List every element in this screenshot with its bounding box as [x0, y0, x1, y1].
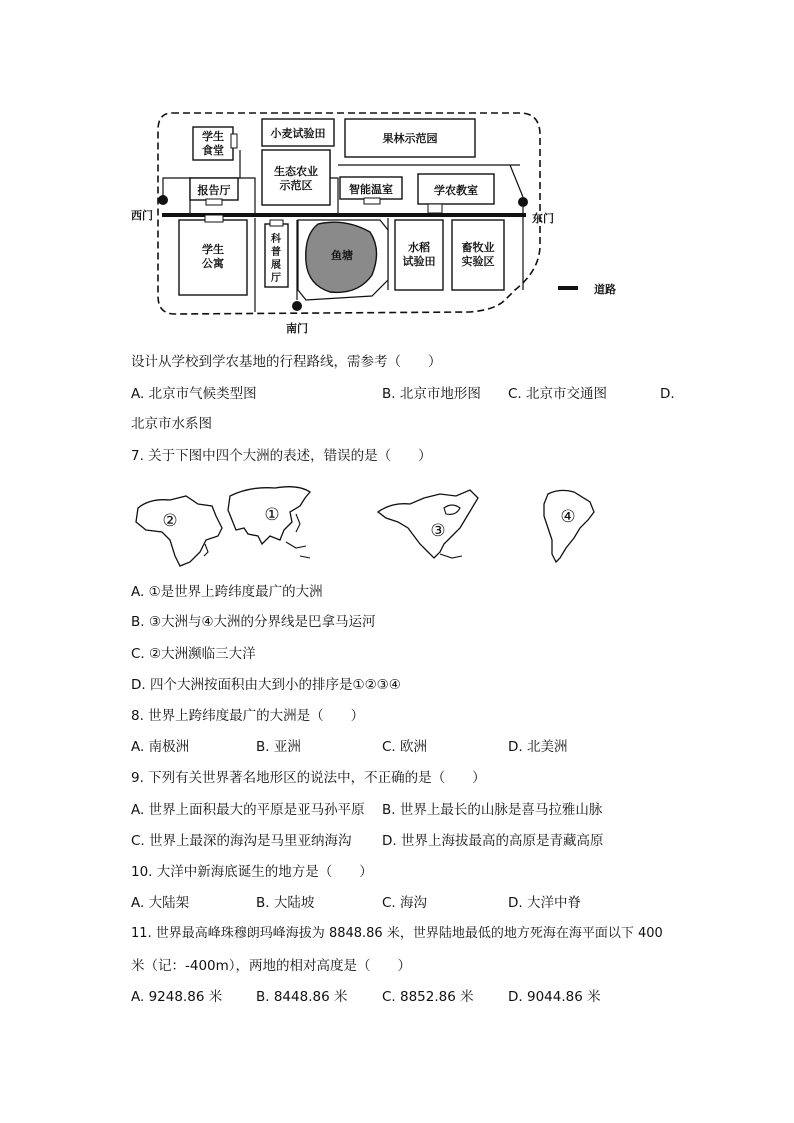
svg-text:科: 科 — [271, 234, 281, 245]
q6-option-d-cont: 北京市水系图 — [131, 416, 212, 432]
q11-option-a[interactable]: A. 9248.86 米 — [131, 989, 223, 1005]
continents-figure — [0, 478, 794, 578]
q9-option-d[interactable]: D. 世界上海拔最高的高原是青藏高原 — [382, 833, 604, 849]
svg-text:试验田: 试验田 — [402, 255, 436, 268]
svg-text:示范区: 示范区 — [279, 179, 313, 192]
q8-option-c[interactable]: C. 欧洲 — [382, 739, 428, 755]
legend-road-label: 道路 — [594, 283, 616, 296]
svg-text:智能温室: 智能温室 — [349, 183, 393, 196]
svg-text:学生: 学生 — [202, 243, 224, 256]
q11-option-c[interactable]: C. 8852.86 米 — [382, 989, 474, 1005]
q8-option-b[interactable]: B. 亚洲 — [256, 739, 301, 755]
svg-text:①: ① — [264, 505, 280, 525]
east-gate-marker — [518, 197, 528, 207]
q6-option-b[interactable]: B. 北京市地形图 — [382, 386, 481, 402]
svg-text:展: 展 — [271, 260, 281, 271]
q10-option-a[interactable]: A. 大陆架 — [131, 895, 190, 911]
svg-text:厅: 厅 — [271, 273, 281, 284]
svg-text:生态农业: 生态农业 — [274, 165, 318, 178]
svg-text:②: ② — [162, 511, 178, 531]
svg-text:实验区: 实验区 — [461, 255, 495, 268]
q10-option-d[interactable]: D. 大洋中脊 — [508, 895, 581, 911]
road-west — [163, 178, 190, 200]
svg-text:小麦试验田: 小麦试验田 — [270, 127, 326, 140]
svg-text:③: ③ — [430, 521, 446, 541]
q8-option-d[interactable]: D. 北美洲 — [508, 739, 568, 755]
svg-text:④: ④ — [560, 507, 576, 527]
q11-stem-line1: 11. 世界最高峰珠穆朗玛峰海拔为 8848.86 米，世界陆地最低的地方死海在海平面以下 400 — [131, 926, 663, 941]
q8-option-a[interactable]: A. 南极洲 — [131, 739, 190, 755]
svg-text:畜牧业: 畜牧业 — [461, 241, 495, 254]
q9-option-a[interactable]: A. 世界上面积最大的平原是亚马孙平原 — [131, 802, 365, 818]
east-gate-label: 东门 — [532, 212, 554, 225]
q11-stem-line2: 米（记：-400m），两地的相对高度是（ ） — [131, 958, 412, 974]
svg-text:水稻: 水稻 — [408, 241, 430, 254]
svg-text:学生: 学生 — [202, 130, 224, 143]
q7-option-d[interactable]: D. 四个大洲按面积由大到小的排序是①②③④ — [131, 677, 401, 693]
svg-text:公寓: 公寓 — [202, 257, 224, 270]
q10-stem: 10. 大洋中新海底诞生的地方是（ ） — [131, 864, 373, 880]
q10-option-c[interactable]: C. 海沟 — [382, 895, 428, 911]
continent-north-america — [378, 490, 478, 558]
q9-stem: 9. 下列有关世界著名地形区的说法中，不正确的是（ ） — [131, 770, 486, 786]
q7-stem: 7. 关于下图中四个大洲的表述，错误的是（ ） — [131, 448, 432, 464]
q7-option-b[interactable]: B. ③大洲与④大洲的分界线是巴拿马运河 — [131, 614, 376, 630]
svg-text:报告厅: 报告厅 — [197, 184, 231, 197]
q7-option-c[interactable]: C. ②大洲濒临三大洋 — [131, 646, 256, 662]
q6-option-c[interactable]: C. 北京市交通图 — [508, 386, 608, 402]
west-gate-label: 西门 — [131, 209, 153, 222]
q6-option-a[interactable]: A. 北京市气候类型图 — [131, 386, 257, 402]
svg-text:学农教室: 学农教室 — [434, 184, 478, 197]
svg-text:果林示范园: 果林示范园 — [382, 132, 438, 145]
q11-option-b[interactable]: B. 8448.86 米 — [256, 989, 348, 1005]
q7-option-a[interactable]: A. ①是世界上跨纬度最广的大洲 — [131, 584, 323, 600]
q6-stem: 设计从学校到学农基地的行程路线，需参考（ ） — [131, 354, 442, 370]
q8-stem: 8. 世界上跨纬度最广的大洲是（ ） — [131, 708, 365, 724]
svg-text:食堂: 食堂 — [202, 144, 224, 157]
q9-option-c[interactable]: C. 世界上最深的海沟是马里亚纳海沟 — [131, 833, 352, 849]
continent-africa — [136, 496, 222, 566]
q10-option-b[interactable]: B. 大陆坡 — [256, 895, 315, 911]
school-farm-map — [0, 0, 794, 345]
svg-text:鱼塘: 鱼塘 — [331, 249, 353, 262]
q11-option-d[interactable]: D. 9044.86 米 — [508, 989, 601, 1005]
south-gate-marker — [292, 301, 302, 311]
svg-text:普: 普 — [271, 247, 281, 258]
south-gate-label: 南门 — [286, 322, 308, 335]
q9-option-b[interactable]: B. 世界上最长的山脉是喜马拉雅山脉 — [382, 802, 603, 818]
q6-option-d[interactable]: D. — [660, 386, 675, 402]
